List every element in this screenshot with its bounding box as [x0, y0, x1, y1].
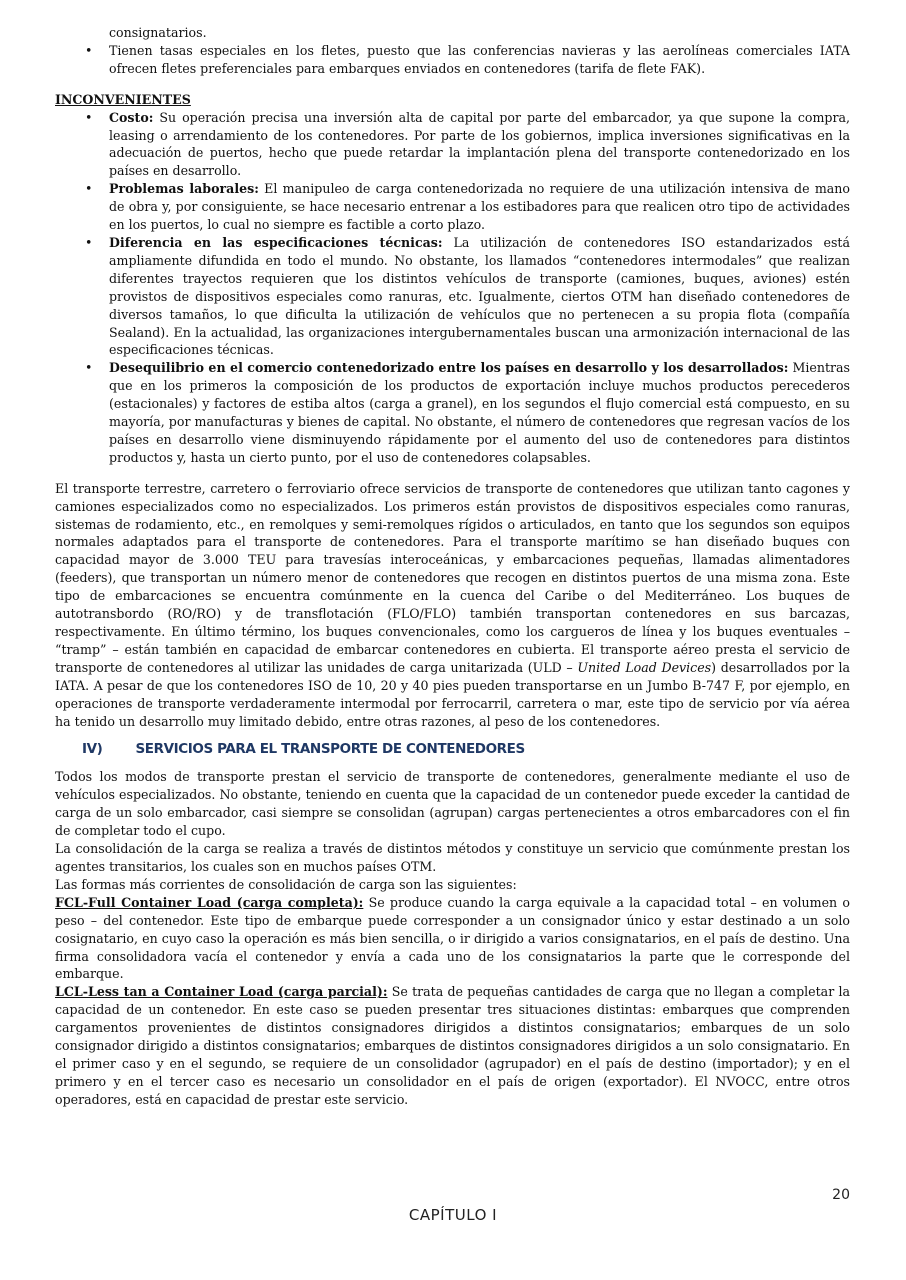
list-item: [109, 359, 850, 466]
item-title: Problemas laborales:: [109, 181, 259, 197]
section-title: SERVICIOS PARA EL TRANSPORTE DE CONTENEDORES: [135, 741, 525, 758]
services-paragraph-2: La consolidación de la carga se realiza a través de distintos métodos y constituye un servicio que comúnmente prestan los agentes transitarios, los cuales son en muchos países OTM.: [55, 841, 850, 874]
fcl-paragraph: [55, 894, 850, 984]
inconvenientes-list: [55, 109, 850, 467]
inconvenientes-heading: INCONVENIENTES: [55, 91, 191, 107]
services-paragraph-1: Todos los modos de transporte prestan el servicio de transporte de contenedores, generalmente mediante el uso de vehículos especializados. No obstante, teniendo en cuenta que la capacidad de un contenedor puede exceder la cantidad de carga de un solo embarcador, casi siempre se consolidan (agrupan) cargas pertenecientes a otros embarcadores con el fin de completar todo el cupo.: [55, 769, 850, 839]
paragraph-text: El transporte terrestre, carretero o ferroviario ofrece servicios de transporte de contenedores que utilizan tanto cagones y camiones especializados como no especializados. Los primeros están provistos de dispositivos especiales como ranuras, sistemas de rodamiento, etc., en remolques y semi-remolques rígidos o articulados, en tanto que los segundos son equipos normales adaptados para el transporte de contenedores. Para el transporte marítimo se han diseñado buques con capacidad mayor de 3.000 TEU para travesías interoceánicas, y embarcaciones pequeñas, llamadas alimentadores (feeders), que transportan un número menor de contenedores que recogen en distintos puertos de una misma zona. Este tipo de embarcaciones se encuentra comúnmente en la cuenca del Caribe o del Mediterráneo. Los buques de autotransbordo (RO/RO) y de transflotación (FLO/FLO) también transportan contenedores en sus barcazas, respectivamente. En último término, los buques convencionales, como los cargueros de línea y los buques eventuales – “tramp” – están también en capacidad de embarcar contenedores en cubierta. El transporte aéreo presta el servicio de transporte de contenedores al utilizar las unidades de carga unitarizada (ULD –: [55, 480, 850, 675]
section-heading: [55, 730, 850, 768]
list-item: • Tienen tasas especiales en los fletes, puesto que las conferencias navieras y las aerolíneas comerciales IATA ofrecen fletes preferenciales para embarques enviados en contenedores (tarifa de flete FAK).: [109, 42, 850, 78]
item-title: Diferencia en las especificaciones técnicas:: [109, 234, 443, 250]
item-text: El manipuleo de carga contenedorizada no requiere de una utilización intensiva de mano de obra y, por consiguiente, se hace necesario entrenar a los estibadores para que realicen otro tipo de actividades en los puertos, lo cual no siempre es factible a corto plazo.: [109, 181, 850, 233]
item-text: Mientras que en los primeros la composición de los productos de exportación incluye muchos productos perecederos (estacionales) y factores de estiba altos (carga a granel), en los segundos el flujo comercial está compuesto, en su mayoría, por manufacturas y bienes de capital. No obstante, el número de contenedores que regresan vacíos de los países en desarrollo viene disminuyendo rápidamente por el aumento del uso de contenedores para distintos productos y, hasta un cierto punto, por el uso de contenedores colapsables.: [109, 360, 851, 465]
fcl-title: FCL-Full Container Load (carga completa):: [55, 894, 364, 910]
list-item: [109, 109, 850, 181]
fcl-text: Se produce cuando la carga equivale a la capacidad total – en volumen o peso – del contenedor. Este tipo de embarque puede corresponder a un consignador único y estar destinado a un solo cosignatario, en cuyo caso la operación es más bien sencilla, o ir dirigido a varios consignatarios, en el país de destino. Una firma consolidadora vacía el contenedor y envía a cada uno de los consignatarios la parte que le corresponde del embarque.: [55, 894, 850, 982]
lcl-text: Se trata de pequeñas cantidades de carga que no llegan a completar la capacidad de un contenedor. En este caso se pueden presentar tres situaciones distintas: embarques que comprenden cargamentos provenientes de distintos consignadores dirigidos a distintos consignatarios; embarques de un solo consignador dirigido a distintos consignatarios; embarques de distintos consignadores dirigidos a un solo consignatario. En el primer caso y en el segundo, se requiere de un consolidador (agrupador) en el país de destino (importador); y en el primero y en el tercer caso es necesario un consolidador en el país de origen (exportador). El NVOCC, entre otros operadores, está en capacidad de prestar este servicio.: [55, 984, 850, 1107]
transport-paragraph: [55, 480, 850, 731]
continued-line: consignatarios.: [109, 25, 207, 40]
chapter-footer: CAPÍTULO I: [408, 1206, 498, 1224]
item-text: Su operación precisa una inversión alta de capital por parte del embarcador, ya que supone la compra, leasing o arrendamiento de los contenedores. Por parte de los gobiernos, implica inversiones significativas en la adecuación de puertos, hecho que puede retardar la implantación plena del transporte contenedorizado en los países en desarrollo.: [109, 109, 850, 179]
list-item: [109, 180, 850, 234]
item-title: Costo:: [109, 109, 154, 125]
services-paragraph-3: Las formas más corrientes de consolidación de carga son las siguientes:: [55, 876, 517, 892]
advantages-list: [55, 42, 850, 78]
item-title: Desequilibrio en el comercio contenedorizado entre los países en desarrollo y los desarrollados:: [109, 360, 789, 376]
section-number: IV): [82, 741, 103, 758]
lcl-paragraph: [55, 983, 850, 1108]
list-item: [109, 234, 850, 359]
item-text: La utilización de contenedores ISO estandarizados está ampliamente difundida en todo el mundo. No obstante, los llamados “contenedores intermodales” que realizan diferentes trayectos requieren que los distintos vehículos de transporte (camiones, buques, aviones) estén provistos de dispositivos especiales como ranuras, etc. Igualmente, ciertos OTM han diseñado contenedores de diversos tamaños, lo que dificulta la utilización de vehículos que no pertenecen a su propia flota (compañía Sealand). En la actualidad, las organizaciones intergubernamentales buscan una armonización internacional de las especificaciones técnicas.: [109, 234, 850, 358]
page-number: 20: [832, 1187, 850, 1203]
paragraph-text: ) desarrollados por la IATA. A pesar de que los contenedores ISO de 10, 20 y 40 pies pueden transportarse en un Jumbo B-747 F, por ejemplo, en operaciones de transporte verdaderamente intermodal por ferrocarril, carretera o mar, este tipo de servicio por vía aérea ha tenido un desarrollo muy limitado debido, entre otras razones, al peso de los contenedores.: [55, 659, 850, 729]
lcl-title: LCL-Less tan a Container Load (carga parcial):: [55, 984, 388, 1000]
document-page: [55, 24, 850, 1109]
italic-term: United Load Devices: [577, 659, 712, 675]
